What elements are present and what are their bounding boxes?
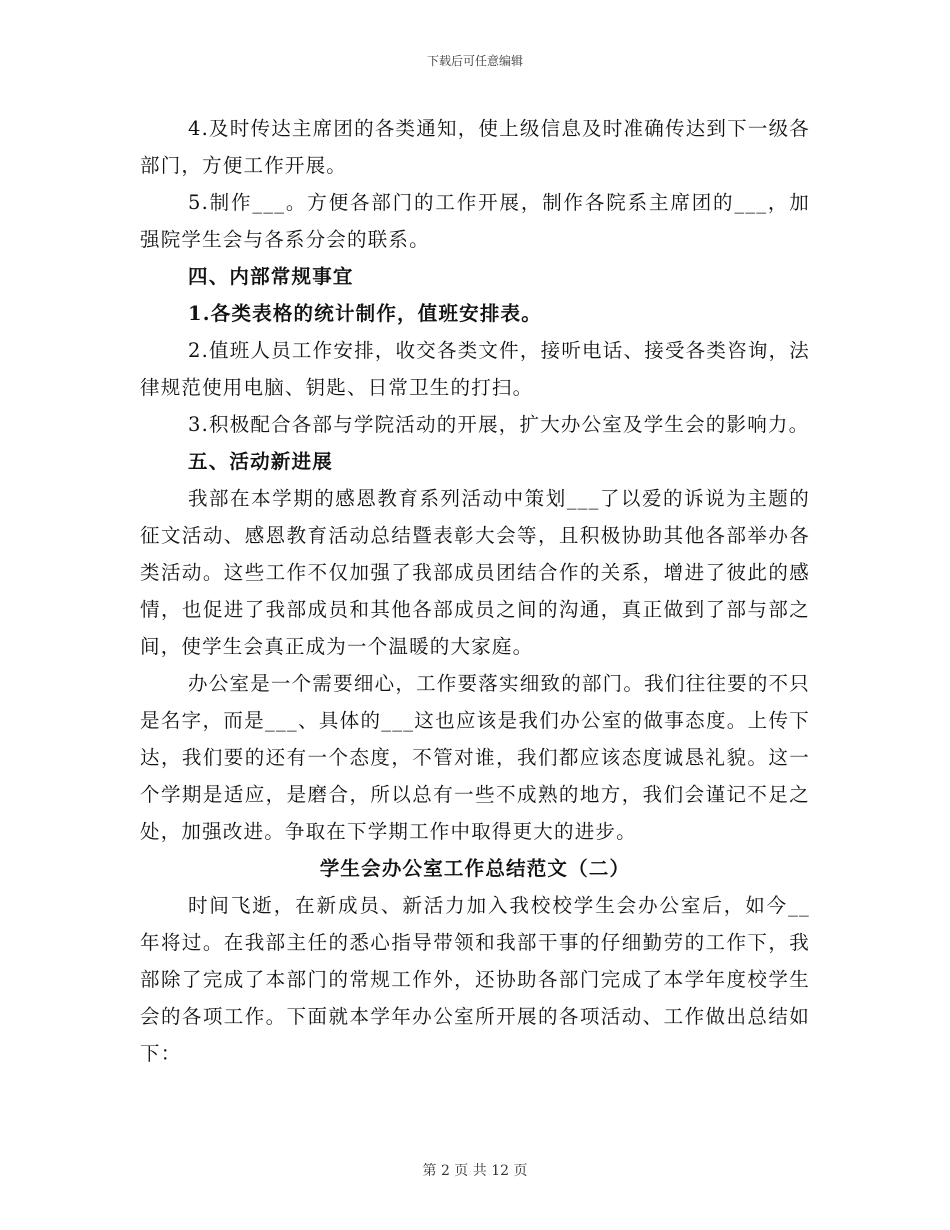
bold-paragraph-item-1: 1.各类表格的统计制作，值班安排表。 bbox=[188, 302, 542, 325]
section-heading-5: 五、活动新进展 bbox=[188, 450, 333, 473]
section-title: 学生会办公室工作总结范文（二） bbox=[319, 857, 631, 880]
intro-paragraph: 时间飞逝，在新成员、新活力加入我校校学生会办公室后，如今__年将过。在我部主任的悉心指导带领和我部干事的仔细勤劳的工作下，我部除了完成了本部门的常规工作外，还协助各部门完成了本学年度校学生会的各项工作。下面就本学年办公室所开展的各项活动、工作做出总结如下： bbox=[140, 894, 810, 1065]
page-header: 下载后可任意编辑 bbox=[426, 54, 523, 68]
paragraph-item-4: 4.及时传达主席团的各类通知，使上级信息及时准确传达到下一级各部门，方便工作开展。 bbox=[140, 117, 810, 177]
paragraph-item-3: 3.积极配合各部与学院活动的开展，扩大办公室及学生会的影响力。 bbox=[188, 413, 810, 436]
paragraph-item-5: 5.制作___。方便各部门的工作开展，制作各院系主席团的___，加强院学生会与各系分会的联系。 bbox=[140, 191, 810, 251]
page-footer: 第 2 页 共 12 页 bbox=[422, 1163, 528, 1179]
activity-paragraph: 我部在本学期的感恩教育系列活动中策划___了以爱的诉说为主题的征文活动、感恩教育活动总结暨表彰大会等，且积极协助其他各部举办各类活动。这些工作不仅加强了我部成员团结合作的关系，增进了彼此的感情，也促进了我部成员和其他各部成员之间的沟通，真正做到了部与部之间，使学生会真正成为一个温暖的大家庭。 bbox=[140, 487, 810, 658]
paragraph-item-2: 2.值班人员工作安排，收交各类文件，接听电话、接受各类咨询，法律规范使用电脑、钥匙、日常卫生的打扫。 bbox=[140, 339, 810, 399]
section-heading-4: 四、内部常规事宜 bbox=[188, 265, 354, 288]
office-paragraph: 办公室是一个需要细心，工作要落实细致的部门。我们往往要的不只是名字，而是___、具体的___这也应该是我们办公室的做事态度。上传下达，我们要的还有一个态度，不管对谁，我们都应该态度诚恳礼貌。这一个学期是适应，是磨合，所以总有一些不成熟的地方，我们会谨记不足之处，加强改进。争取在下学期工作中取得更大的进步。 bbox=[140, 672, 810, 843]
document-body bbox=[140, 110, 810, 1072]
